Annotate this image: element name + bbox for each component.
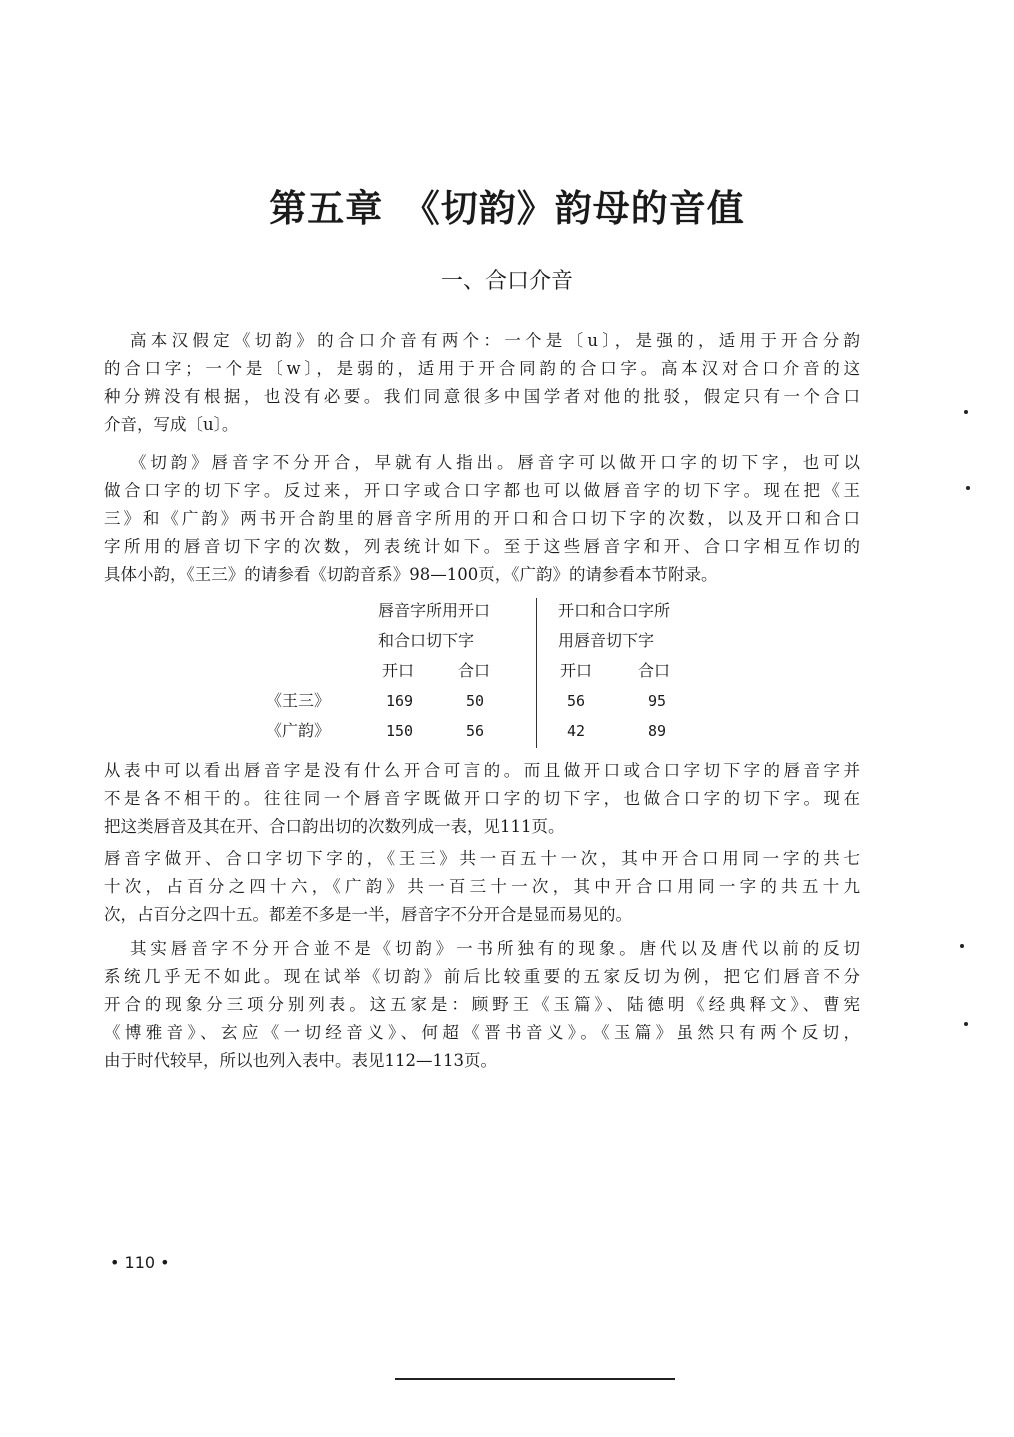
table-subheader: 合口	[638, 661, 671, 680]
text-line: 唇音字做开、合口字切下字的，《王三》共一百五十一次，其中开合口用同一字的共七	[104, 849, 860, 868]
table-cell: 89	[648, 722, 667, 740]
table-subheader: 开口	[560, 661, 593, 680]
table-cell: 56	[567, 692, 586, 710]
text-line: 字所用的唇音切下字的次数，列表统计如下。至于这些唇音字和开、合口字相互作切的	[104, 537, 860, 556]
page-number: • 110 •	[110, 1253, 170, 1272]
text-line: 把这类唇音及其在开、合口韵出切的次数列成一表，见111页。	[104, 817, 565, 836]
text-line: 的合口字；一个是〔w〕，是弱的，适用于开合同韵的合口字。高本汉对合口介音的这	[104, 359, 860, 378]
table-group1-header-line1: 唇音字所用开口	[378, 601, 491, 620]
margin-mark	[964, 410, 968, 414]
table-cell: 95	[648, 692, 667, 710]
table-subheader: 开口	[382, 661, 415, 680]
table-divider	[536, 598, 537, 748]
table-cell: 150	[386, 722, 414, 740]
text-line: 次，占百分之四十五。都差不多是一半，唇音字不分开合是显而易见的。	[104, 905, 632, 924]
margin-mark	[964, 1022, 968, 1026]
chapter-title: 第五章 《切韵》韵母的音值	[269, 187, 745, 230]
text-line: 其实唇音字不分开合並不是《切韵》一书所独有的现象。唐代以及唐代以前的反切	[130, 939, 860, 958]
table-cell: 56	[466, 722, 485, 740]
text-line: 高本汉假定《切韵》的合口介音有两个：一个是〔u〕，是强的，适用于开合分韵	[130, 331, 860, 350]
text-line: 系统几乎无不如此。现在试举《切韵》前后比较重要的五家反切为例，把它们唇音不分	[104, 967, 860, 986]
section-title: 一、合口介音	[440, 269, 573, 294]
text-line: 种分辨没有根据，也没有必要。我们同意很多中国学者对他的批驳，假定只有一个合口	[104, 387, 860, 406]
text-line: 开合的现象分三项分别列表。这五家是：顾野王《玉篇》、陆德明《经典释文》、曹宪	[104, 995, 860, 1014]
table-row-label: 《广韵》	[266, 721, 331, 740]
margin-mark	[960, 944, 964, 948]
text-line: 十次，占百分之四十六，《广韵》共一百三十一次，其中开合口用同一字的共五十九	[104, 877, 860, 896]
text-line: 《切韵》唇音字不分开合，早就有人指出。唇音字可以做开口字的切下字，也可以	[130, 453, 860, 472]
table-cell: 169	[386, 692, 414, 710]
text-line: 三》和《广韵》两书开合韵里的唇音字所用的开口和合口切下字的次数，以及开口和合口	[104, 509, 860, 528]
table-cell: 50	[466, 692, 485, 710]
text-line: 从表中可以看出唇音字是没有什么开合可言的。而且做开口或合口字切下字的唇音字并	[104, 761, 860, 780]
footer-rule	[395, 1378, 675, 1380]
text-line: 不是各不相干的。往往同一个唇音字既做开口字的切下字，也做合口字的切下字。现在	[104, 789, 860, 808]
text-line: 做合口字的切下字。反过来，开口字或合口字都也可以做唇音字的切下字。现在把《王	[104, 481, 860, 500]
text-line: 介音，写成〔u〕。	[104, 415, 239, 434]
table-subheader: 合口	[458, 661, 491, 680]
table-group2-header-line1: 开口和合口字所	[558, 601, 671, 620]
text-line: 由于时代较早，所以也列入表中。表见112—113页。	[104, 1051, 497, 1070]
table-row-label: 《王三》	[266, 691, 331, 710]
table-cell: 42	[567, 722, 586, 740]
text-line: 《博雅音》、玄应《一切经音义》、何超《晋书音义》。《玉篇》虽然只有两个反切，	[104, 1023, 860, 1042]
text-line: 具体小韵，《王三》的请参看《切韵音系》98—100页，《广韵》的请参看本节附录。	[104, 565, 718, 584]
table-group2-header-line2: 用唇音切下字	[558, 631, 655, 650]
table-group1-header-line2: 和合口切下字	[378, 631, 475, 650]
margin-mark	[966, 486, 970, 490]
